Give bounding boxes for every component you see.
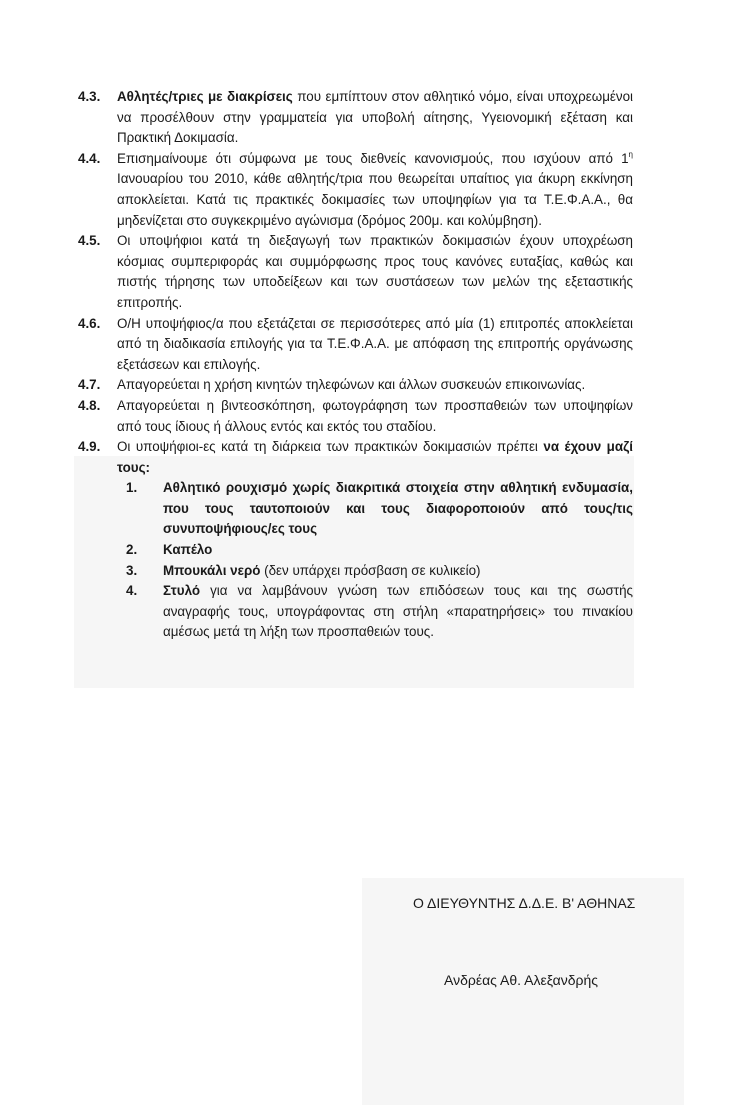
rule-item [78, 375, 633, 396]
sub-item-text [163, 561, 633, 582]
sub-item-bold-text: Στυλό [163, 583, 201, 599]
rule-item [78, 314, 633, 376]
rule-item [78, 87, 633, 149]
sub-item-number: 2. [126, 542, 138, 558]
sub-item-text [163, 581, 633, 643]
rule-text [117, 149, 633, 231]
sub-item-number: 1. [126, 480, 138, 496]
sub-item-bold-text: Αθλητικό ρουχισμό χωρίς διακριτικά στοιχεία στην αθλητική ενδυμασία, που τους ταυτοποιούν και τους διαφοροποιούν από τους/τις συνυποψήφιους/ες τους [163, 480, 633, 537]
rule-text: Απαγορεύεται η χρήση κινητών τηλεφώνων και άλλων συσκευών επικοινωνίας. [117, 377, 586, 393]
rule-number: 4.6. [78, 315, 101, 331]
sub-item-number: 3. [126, 562, 138, 578]
signature-name: Ανδρέας Αθ. Αλεξανδρής [444, 972, 599, 988]
rule-item [78, 437, 633, 478]
rule-plain-text: Οι υποψήφιοι-ες κατά τη διάρκεια των πρακτικών δοκιμασιών πρέπει [117, 439, 544, 455]
rule-number: 4.9. [78, 439, 101, 455]
sub-item [126, 581, 633, 643]
sub-item-text [163, 540, 633, 561]
rule-bold-text: Αθλητές/τριες με διακρίσεις [117, 89, 293, 104]
sub-item-plain-text: για να λαμβάνουν γνώση των επιδόσεων τους και της σωστής αναγραφής τους, υπογράφοντας στη στήλη «παρατηρήσεις» του πινακίου αμέσως μετά τη λήξη των προσπαθειών τους. [163, 583, 633, 640]
rule-text: Απαγορεύεται η βιντεοσκόπηση, φωτογράφηση των προσπαθειών των υποψηφίων από τους ίδιους ή άλλους εντός και εκτός του σταδίου. [117, 397, 633, 434]
rule-text [117, 87, 633, 149]
rule-text [117, 437, 633, 478]
rules-section [78, 87, 633, 643]
sub-item-plain-text: (δεν υπάρχει πρόσβαση σε κυλικείο) [260, 562, 481, 578]
sub-item [126, 540, 633, 561]
rule-number: 4.5. [78, 233, 101, 249]
rule-number: 4.3. [78, 89, 101, 104]
signature-title: Ο ΔΙΕΥΘΥΝΤΗΣ Δ.Δ.Ε. Β' ΑΘΗΝΑΣ [413, 895, 636, 911]
rule-item [78, 396, 633, 437]
superscript: η [628, 149, 633, 159]
rule-number: 4.4. [78, 150, 101, 166]
sub-item-number: 4. [126, 583, 138, 599]
rule-text: Οι υποψήφιοι κατά τη διεξαγωγή των πρακτικών δοκιμασιών έχουν υποχρέωση κόσμιας συμπεριφοράς και συμμόρφωσης προς τους κανόνες ευταξίας, καθώς και πιστής τήρησης των υποδείξεων και των συστάσεων των μελών της εξεταστικής επιτροπής. [117, 233, 633, 310]
rule-number: 4.8. [78, 397, 101, 413]
rule-bold-text: να έχουν μαζί τους: [117, 439, 633, 475]
sub-item-bold-text: Μπουκάλι νερό [163, 562, 261, 578]
sub-item-bold-text: Καπέλο [163, 542, 213, 558]
rule-item [78, 231, 633, 313]
rule-text: Ο/Η υποψήφιος/α που εξετάζεται σε περισσότερες από μία (1) επιτροπές αποκλείεται από τη διαδικασία επιλογής για τα Τ.Ε.Φ.Α.Α. με απόφαση της επιτροπής οργάνωσης εξετάσεων και επιλογής. [117, 315, 633, 372]
sub-item [126, 561, 633, 582]
rule-item [78, 149, 633, 231]
sub-item-text [163, 478, 633, 540]
rule-plain-text: Επισημαίνουμε ότι σύμφωνα με τους διεθνείς κανονισμούς, που ισχύουν από 1 [117, 150, 629, 166]
sub-item [126, 478, 633, 540]
rule-plain-text: Ιανουαρίου του 2010, κάθε αθλητής/τρια που θεωρείται υπαίτιος για άκυρη εκκίνηση αποκλείεται. Κατά τις πρακτικές δοκιμασίες των υποψηφίων για τα Τ.Ε.Φ.Α.Α., θα μηδενίζεται στο συγκεκριμένο αγώνισμα (δρόμος 200μ. και κολύμβηση). [117, 171, 633, 228]
rule-plain-text: που εμπίπτουν στον αθλητικό νόμο, είναι υποχρεωμένοι να προσέλθουν στην γραμματεία για υποβολή αίτησης, Υγειονομική εξέταση και Πρακτική Δοκιμασία. [117, 89, 633, 146]
rule-number: 4.7. [78, 377, 101, 393]
